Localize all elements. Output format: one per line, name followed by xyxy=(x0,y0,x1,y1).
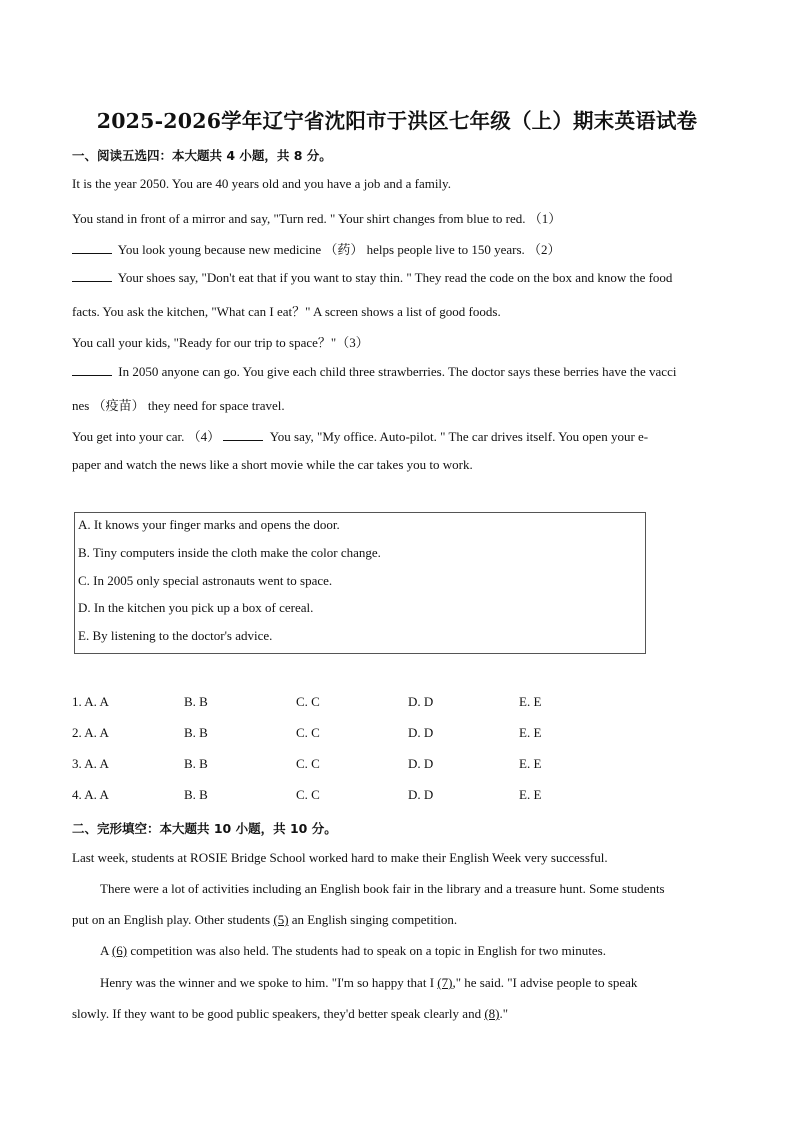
cloze-blank[interactable]: (5) xyxy=(273,912,289,927)
choice-d[interactable]: D. D xyxy=(408,725,434,740)
cloze-line: slowly. If they want to be good public speakers, they'd better speak clearly and (8)." xyxy=(72,1006,509,1021)
answer-blank[interactable] xyxy=(72,271,112,282)
choice-a[interactable]: 2. A. A xyxy=(72,725,109,740)
choice-b[interactable]: B. B xyxy=(184,694,208,709)
choice-e[interactable]: E. E xyxy=(519,787,542,802)
passage-line: It is the year 2050. You are 40 years old and you have a job and a family. xyxy=(72,176,451,191)
cloze-blank[interactable]: (6) xyxy=(111,943,128,958)
passage-line: You stand in front of a mirror and say, "Turn red. " Your shirt changes from blue to red. （1） xyxy=(72,211,562,226)
choice-b[interactable]: B. B xyxy=(184,725,208,740)
choice-d[interactable]: D. D xyxy=(408,787,434,802)
option-b: B. Tiny computers inside the cloth make the color change. xyxy=(78,545,381,560)
passage-line: paper and watch the news like a short movie while the car takes you to work. xyxy=(72,457,473,472)
section2-heading: 二、完形填空：本大题共 10 小题，共 10 分。 xyxy=(72,821,337,836)
cloze-line: put on an English play. Other students (5) an English singing competition. xyxy=(72,912,458,927)
choice-c[interactable]: C. C xyxy=(296,725,320,740)
passage-line: nes （疫苗） they need for space travel. xyxy=(72,398,285,413)
choice-b[interactable]: B. B xyxy=(184,756,208,771)
choice-e[interactable]: E. E xyxy=(519,694,542,709)
answer-blank[interactable] xyxy=(72,365,112,376)
cloze-line: A (6) competition was also held. The students had to speak on a topic in English for two minutes. xyxy=(100,943,606,958)
option-a: A. It knows your finger marks and opens the door. xyxy=(78,517,340,532)
option-e: E. By listening to the doctor's advice. xyxy=(78,628,273,643)
option-c: C. In 2005 only special astronauts went to space. xyxy=(78,573,333,588)
choice-d[interactable]: D. D xyxy=(408,694,434,709)
option-d: D. In the kitchen you pick up a box of cereal. xyxy=(78,600,314,615)
answer-blank[interactable] xyxy=(72,243,112,254)
choice-c[interactable]: C. C xyxy=(296,787,320,802)
section1-heading: 一、阅读五选四：本大题共 4 小题，共 8 分。 xyxy=(72,148,332,163)
passage-line: In 2050 anyone can go. You give each child three strawberries. The doctor says these berries have the vacci xyxy=(72,364,724,380)
cloze-line: Last week, students at ROSIE Bridge School worked hard to make their English Week very successful. xyxy=(72,850,608,865)
passage-line: Your shoes say, "Don't eat that if you want to stay thin. " They read the code on the box and know the food xyxy=(72,270,724,286)
cloze-line: There were a lot of activities including an English book fair in the library and a treasure hunt. Some students xyxy=(100,881,665,896)
cloze-blank[interactable]: (7) xyxy=(437,975,453,990)
choice-d[interactable]: D. D xyxy=(408,756,434,771)
answer-blank[interactable] xyxy=(223,430,263,441)
cloze-line: Henry was the winner and we spoke to him. "I'm so happy that I (7)," he said. "I advise people to speak xyxy=(100,975,638,990)
choice-a[interactable]: 4. A. A xyxy=(72,787,109,802)
passage-line: You look young because new medicine （药） helps people live to 150 years. （2） xyxy=(72,239,724,258)
choice-e[interactable]: E. E xyxy=(519,756,542,771)
choice-a[interactable]: 1. A. A xyxy=(72,694,109,709)
passage-line: You call your kids, "Ready for our trip to space？"（3） xyxy=(72,335,369,350)
passage-line: You get into your car. （4） You say, "My office. Auto-pilot. " The car drives itself. You open your e- xyxy=(72,429,649,444)
choice-c[interactable]: C. C xyxy=(296,694,320,709)
choice-c[interactable]: C. C xyxy=(296,756,320,771)
choice-a[interactable]: 3. A. A xyxy=(72,756,109,771)
exam-title: 2025-2026学年辽宁省沈阳市于洪区七年级（上）期末英语试卷 xyxy=(96,109,698,133)
choice-b[interactable]: B. B xyxy=(184,787,208,802)
cloze-blank[interactable]: (8) xyxy=(484,1006,500,1021)
passage-line: facts. You ask the kitchen, "What can I eat？" A screen shows a list of good foods. xyxy=(72,304,501,319)
choice-e[interactable]: E. E xyxy=(519,725,542,740)
options-box xyxy=(74,512,646,654)
